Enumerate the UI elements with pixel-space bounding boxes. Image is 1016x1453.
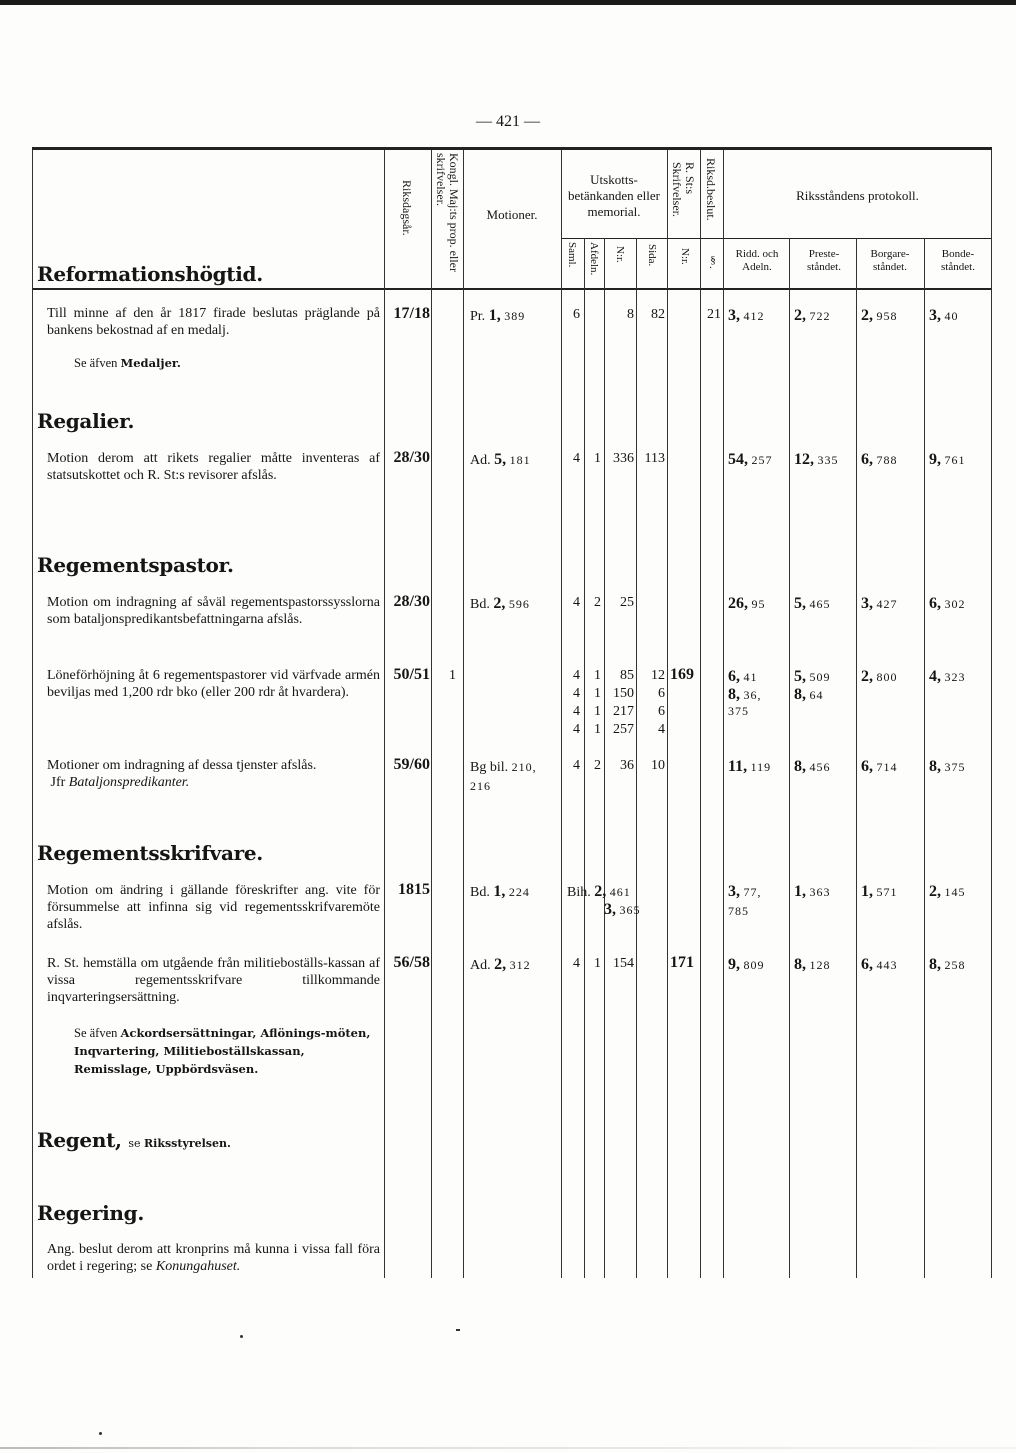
protokoll-prest: 8, 128 (794, 956, 831, 973)
protokoll-borg: 1, 571 (861, 883, 898, 900)
motion-ref: Pr. 1, 389 (470, 307, 526, 324)
protokoll-prest: 12, 335 (794, 451, 839, 468)
section-title-reformationshogtid: Reformationshögtid. (37, 262, 263, 286)
utskott-afd: 2 (594, 758, 601, 773)
utskott-nr: 36 (620, 758, 634, 773)
utskott-nr: 150 (613, 686, 634, 701)
section-title-regalier: Regalier. (37, 409, 135, 433)
see-also: Se äfven Ackordsersättningar, Aflönings-möten, Inqvartering, Militieboställskassan, Remisslage, Uppbördsväsen. (74, 1026, 371, 1076)
col-line-bonde (924, 238, 925, 1278)
protokoll-borg: 2, 958 (861, 307, 898, 324)
col-line-motion (463, 150, 464, 1278)
entry-year: 50/51 (393, 666, 430, 683)
page-number: — 421 — (476, 113, 540, 130)
utskott-sida: 6 (658, 686, 665, 701)
entry-text: Motion derom att rikets regalier måtte inventeras af statsutskottet och R. St:s revisorer afslås. (47, 451, 380, 483)
protokoll-ridd: 26, 95 (728, 595, 766, 612)
header-rsts: R. St:s Skrifvelser. (670, 162, 697, 217)
header-prest: Preste- ståndet. (807, 248, 841, 273)
utskott-sida: 82 (651, 307, 665, 322)
entry-text: Ang. beslut derom att kronprins må kunna i vissa fall föra ordet i regering; se Konungahuset. (47, 1242, 380, 1274)
see-also: Se äfven Medaljer. (74, 356, 181, 370)
protokoll-prest: 8, 64 (794, 686, 824, 703)
entry-text: Motioner om indragning af dessa tjenster afslås. Jfr Bataljonspredikanter. (47, 758, 317, 790)
table-head-rule (32, 288, 992, 290)
protokoll-ridd: 11, 119 (728, 758, 772, 775)
scan-edge (0, 1447, 1016, 1449)
utskott-afd: 1 (594, 722, 601, 737)
protokoll-ridd: 9, 809 (728, 956, 765, 973)
utskott-sida: 12 (651, 668, 665, 683)
section-title-regent: Regent, se Riksstyrelsen. (37, 1128, 231, 1152)
subhead-rule-protokoll (723, 238, 992, 239)
utskott-saml: 4 (573, 595, 580, 610)
header-utskott-afdeln: Afdeln. (588, 242, 600, 276)
utskott-nr: 217 (613, 704, 634, 719)
motion-ref: Ad. 5, 181 (470, 451, 531, 468)
protokoll-borg: 3, 427 (861, 595, 898, 612)
entry-year: 1815 (398, 881, 430, 898)
protokoll-bonde: 2, 145 (929, 883, 966, 900)
utskott-sida: 113 (644, 451, 665, 466)
header-utskott: Utskotts- betänkanden eller memorial. (567, 172, 661, 219)
header-riksdagsar: Riksdagsår. (400, 180, 414, 236)
motion-ref: Bd. 1, 224 (470, 883, 530, 900)
section-title-regementspastor: Regementspastor. (37, 553, 234, 577)
protokoll-prest: 5, 509 (794, 668, 831, 685)
entry-text: Löneförhöjning åt 6 regementspastorer vid värfvade armén beviljas med 1,200 rdr bko (eller 200 rdr åt hvardera). (47, 668, 380, 700)
protokoll-prest: 5, 465 (794, 595, 831, 612)
col-line-rsts (667, 150, 668, 1278)
utskott-nr: 336 (613, 451, 634, 466)
entry-year: 17/18 (393, 305, 430, 322)
header-bonde: Bonde- ståndet. (941, 248, 975, 273)
header-motioner: Motioner. (486, 207, 538, 222)
utskott-afd: 1 (594, 956, 601, 971)
motion-ref: Bg bil. 210, 216 (470, 760, 537, 793)
col-line-borg (856, 238, 857, 1278)
header-utskott-sida: Sida. (646, 244, 658, 267)
entry-text: Till minne af den år 1817 firade beslutas präglande på bankens bekostnad af en medalj. (47, 306, 380, 338)
protokoll-bonde: 8, 258 (929, 956, 966, 973)
col-line-left (32, 150, 33, 1278)
rsts-nr: 171 (670, 954, 694, 971)
protokoll-borg: 2, 800 (861, 668, 898, 685)
protokoll-bonde: 8, 375 (929, 758, 966, 775)
protokoll-bonde: 4, 323 (929, 668, 966, 685)
utskott-afd: 2 (594, 595, 601, 610)
utskott-saml: 4 (573, 451, 580, 466)
utskott-sida: 10 (651, 758, 665, 773)
protokoll-prest: 2, 722 (794, 307, 831, 324)
protokoll-prest: 8, 456 (794, 758, 831, 775)
riksd-par: 21 (707, 307, 721, 322)
header-protokoll: Riksståndens protokoll. (796, 188, 919, 203)
protokoll-borg: 6, 788 (861, 451, 898, 468)
section-title-regementsskrifvare: Regementsskrifvare. (37, 841, 263, 865)
protokoll-bonde: 6, 302 (929, 595, 966, 612)
col-line-protokoll (723, 150, 724, 1278)
motion-ref: Ad. 2, 312 (470, 956, 531, 973)
motion-ref: Bd. 2, 596 (470, 595, 530, 612)
protokoll-ridd: 375 (728, 704, 749, 718)
entry-year: 59/60 (393, 756, 430, 773)
utskott-afd: 1 (594, 704, 601, 719)
utskott-nr: 85 (620, 668, 634, 683)
protokoll-bonde: 3, 40 (929, 307, 959, 324)
page-top-border (0, 0, 1016, 5)
utskott-afd: 1 (594, 451, 601, 466)
scan-speck (456, 1329, 460, 1331)
kongl-prop: 1 (449, 668, 456, 683)
header-utskott-nr: N:r. (614, 246, 626, 263)
protokoll-ridd: 54, 257 (728, 451, 773, 468)
header-rsts-nr: N:r. (679, 248, 691, 265)
utskott-saml: 4 (573, 668, 580, 683)
entry-text: R. St. hemställa om utgående från militieboställs-kassan af vissa regementsskrifvare tillkommande inqvarteringsersättning. (47, 956, 380, 1005)
header-utskott-saml: Saml. (566, 242, 578, 268)
section-title-regering: Regering. (37, 1201, 144, 1225)
protokoll-ridd: 6, 41 (728, 668, 758, 685)
utskott-nr: 8 (627, 307, 634, 322)
utskott-saml: 4 (573, 758, 580, 773)
subhead-rule-rsts (667, 238, 723, 239)
utskott-saml: 4 (573, 956, 580, 971)
col-line-kongl (431, 150, 432, 1278)
header-kongl: Kongl. Maj:ts prop. eller skrifvelser. (434, 153, 461, 272)
header-riksd-par: §. (707, 254, 719, 269)
header-borg: Borgare- ståndet. (870, 248, 910, 273)
protokoll-borg: 6, 714 (861, 758, 898, 775)
protokoll-ridd: 3, 77, 785 (728, 883, 762, 918)
utskott-saml: 4 (573, 704, 580, 719)
utskott-afd: 1 (594, 668, 601, 683)
protokoll-ridd: 8, 36, (728, 686, 762, 703)
entry-text: Motion om ändring i gällande föreskrifter ang. vite för försummelse att infinna sig vid regementsskrifvaremöte afslås. (47, 883, 380, 932)
utskott-saml: 6 (573, 307, 580, 322)
utskott-sida: 6 (658, 704, 665, 719)
scan-speck (240, 1335, 243, 1338)
entry-year: 56/58 (393, 954, 430, 971)
protokoll-prest: 1, 363 (794, 883, 831, 900)
protokoll-bonde: 9, 761 (929, 451, 966, 468)
utskott-nr: 25 (620, 595, 634, 610)
utskott-saml: 4 (573, 686, 580, 701)
entry-year: 28/30 (393, 593, 430, 610)
col-line-prest (789, 238, 790, 1278)
bihang-ref: Bih. 2, 461 (567, 883, 631, 900)
entry-text: Motion om indragning af såväl regementspastorssysslorna som bataljonspredikantsbefattningarna afslås. (47, 595, 380, 627)
scan-speck (99, 1432, 102, 1435)
rsts-nr: 169 (670, 666, 694, 683)
utskott-nr: 154 (613, 956, 634, 971)
bihang-ref: 3, 365 (604, 901, 641, 918)
subhead-rule-utskott (561, 238, 667, 239)
table-top-rule (32, 147, 992, 150)
utskott-saml: 4 (573, 722, 580, 737)
protokoll-borg: 6, 443 (861, 956, 898, 973)
utskott-sida: 4 (658, 722, 665, 737)
entry-year: 28/30 (393, 449, 430, 466)
header-riksd: Riksd.beslut. (704, 158, 718, 221)
protokoll-ridd: 3, 412 (728, 307, 765, 324)
utskott-afd: 1 (594, 686, 601, 701)
header-ridd: Ridd. och Adeln. (735, 248, 779, 273)
col-line-right (991, 150, 992, 1278)
utskott-nr: 257 (613, 722, 634, 737)
